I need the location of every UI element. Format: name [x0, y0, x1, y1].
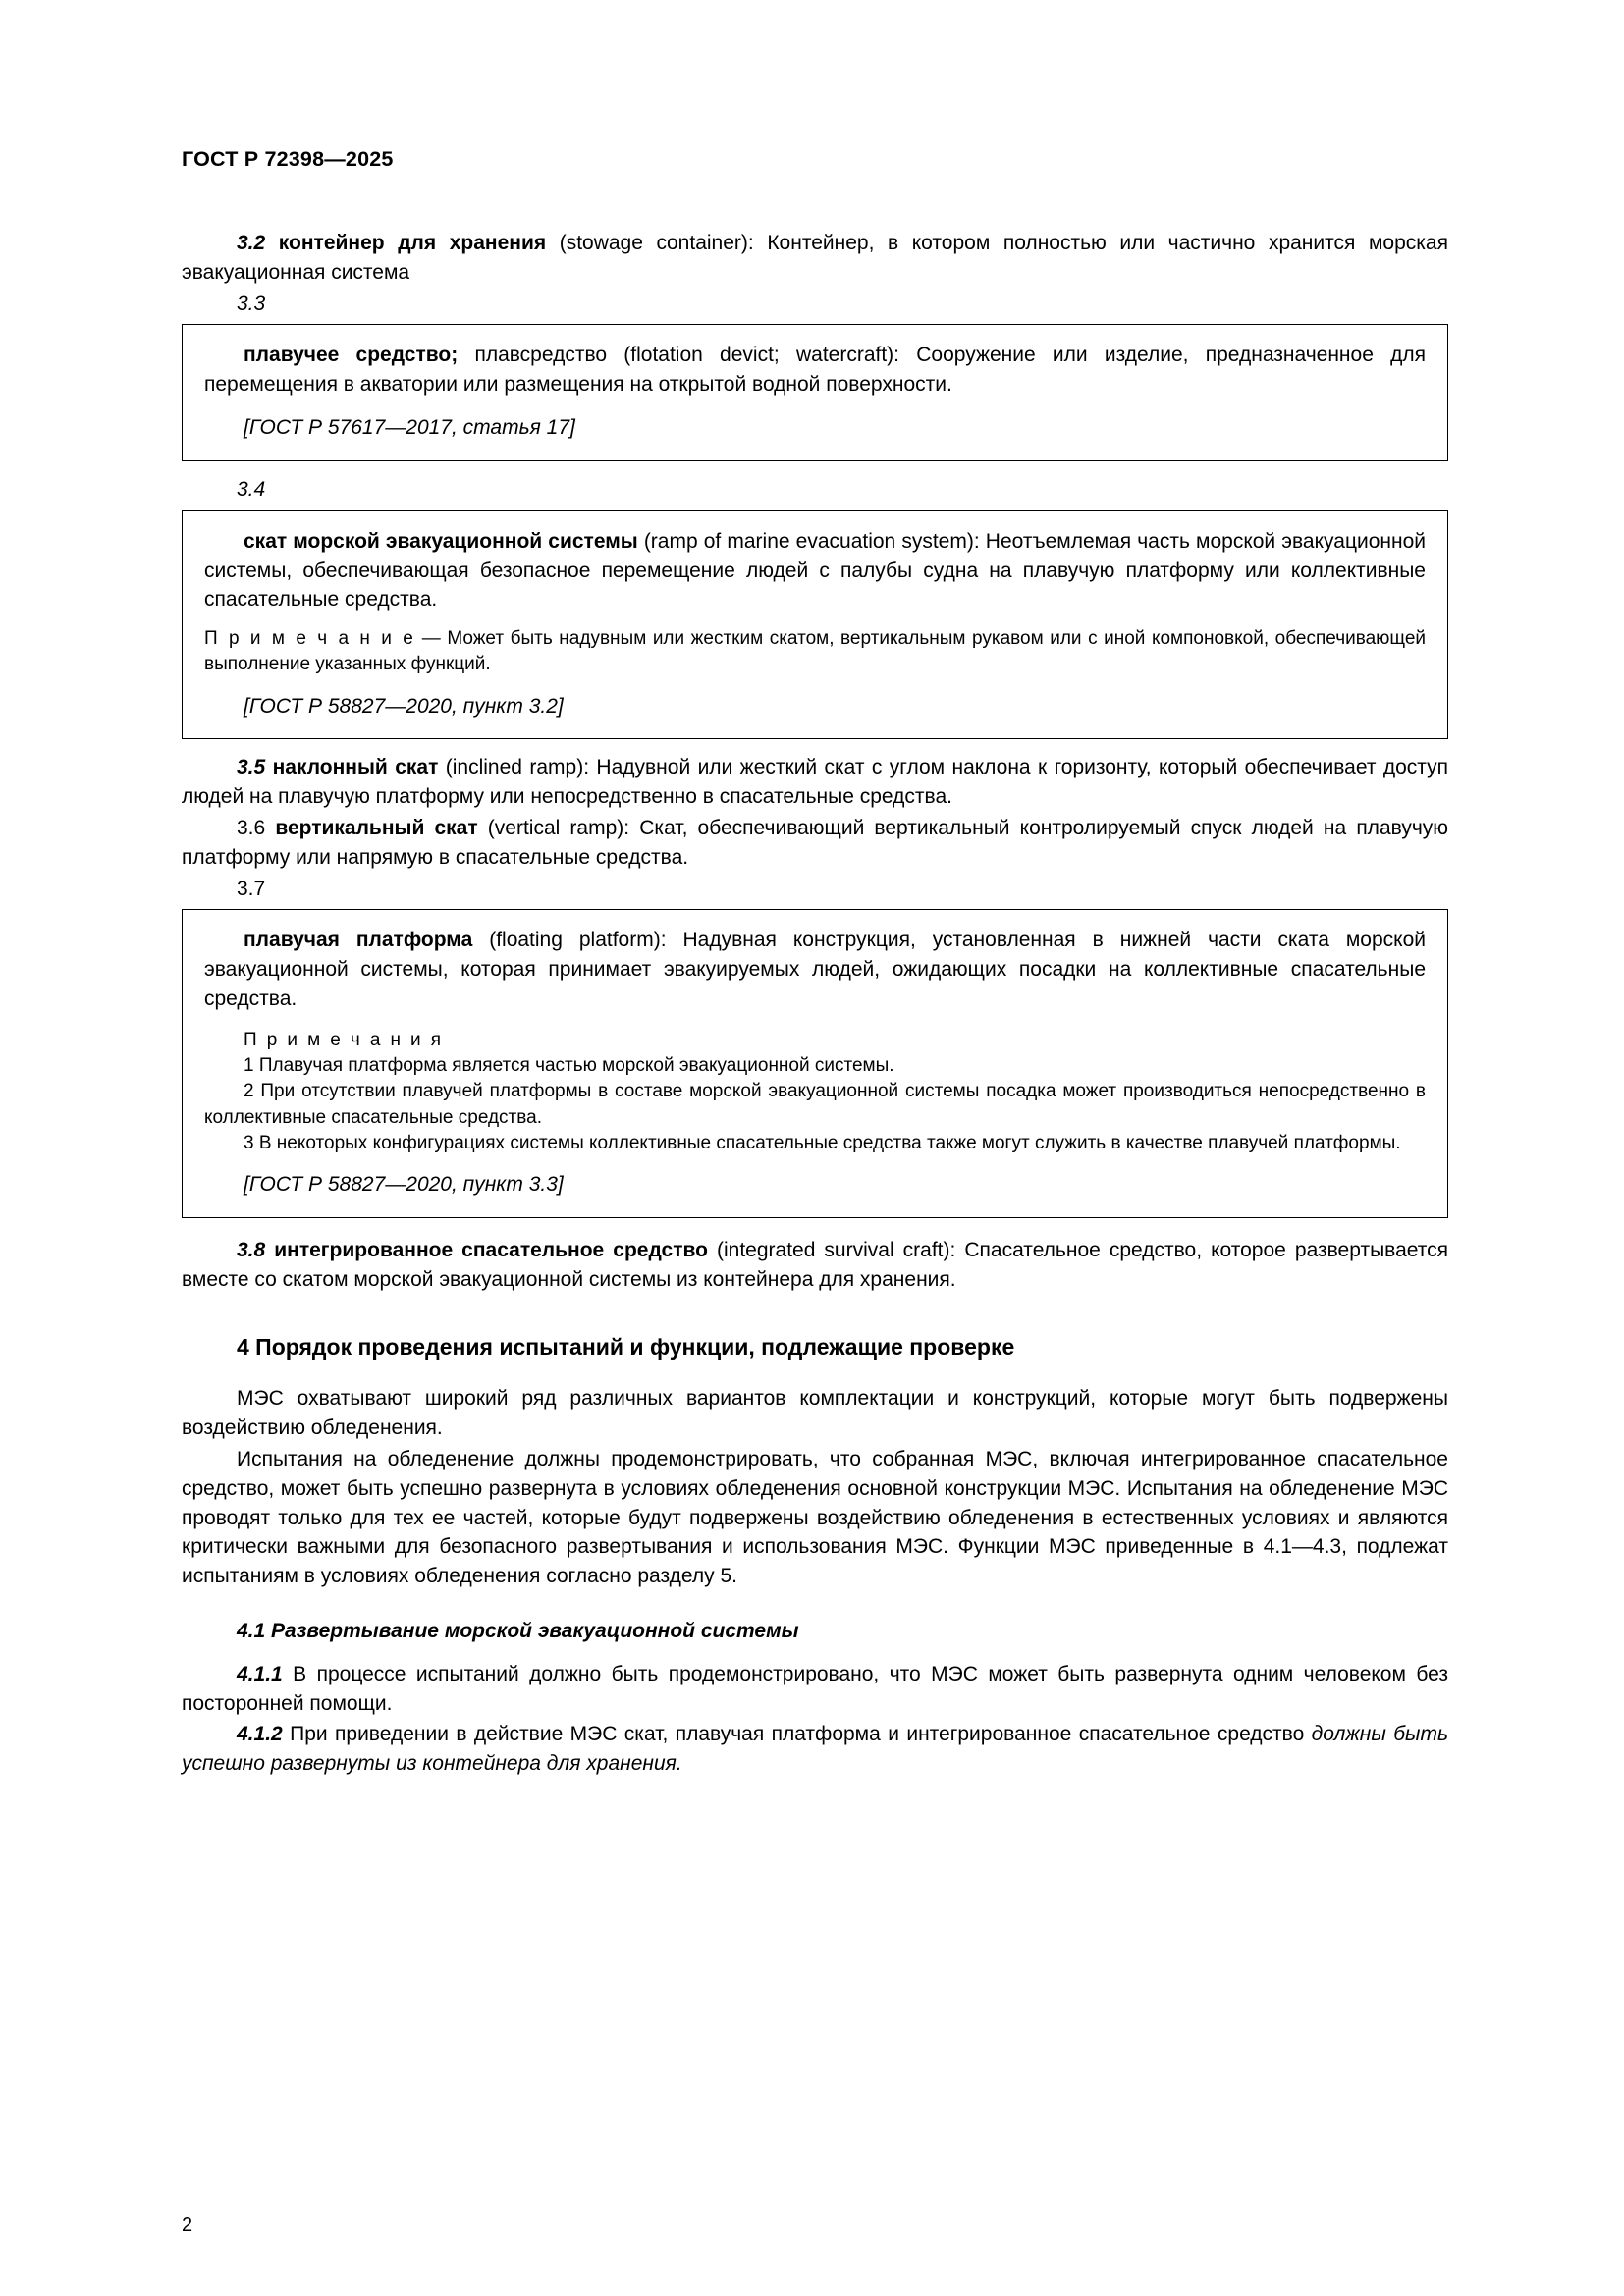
clause-4-1-1 [182, 1660, 1448, 1719]
clause-4-1-2 [182, 1720, 1448, 1779]
note-item-2: 2 При отсутствии плавучей платформы в составе морской эвакуационной системы посадка может производиться непосредственно в коллективные спасательные средства. [204, 1081, 1426, 1128]
notes-label: П р и м е ч а н и я [244, 1029, 444, 1050]
term-number: 3.5 [237, 756, 266, 779]
term-english: (ramp of marine evacuation system): [643, 529, 980, 553]
section-heading-4: 4 Порядок проведения испытаний и функции, подлежащие проверке [237, 1334, 1015, 1361]
term-definition: Спасательное средство, которое развертывается вместе со скатом морской эвакуационной системы из контейнера для хранения. [182, 1238, 1448, 1291]
term-name: контейнер для хранения [278, 232, 547, 254]
term-name: интегрированное спасательное средство [274, 1238, 708, 1261]
note-text: — Может быть надувным или жестким скатом, вертикальным рукавом или с иной компоновкой, обеспечивающей выполнение указанных функций. [204, 628, 1427, 675]
term-number-3-7: 3.7 [237, 877, 266, 900]
term-definition: Контейнер, в котором полностью или частично хранится морская эвакуационная система [182, 232, 1448, 284]
section4-paragraph-1: МЭС охватывают широкий ряд различных вариантов комплектации и конструкций, которые могут быть подвержены воздействию обледенения. [182, 1387, 1448, 1440]
section4-paragraph-2: Испытания на обледенение должны продемонстрировать, что собранная МЭС, включая интегрированное спасательное средство, может быть успешно развернута в условиях обледенения основной конструкции МЭС. Испытания на обледенение МЭС проводят только для тех ее частей, которые будут подвержены воздействию обледенения в естественных условиях и являются критически важными для безопасного развертывания и использования МЭС. Функции МЭС приведенные в 4.1—4.3, подлежат испытаниям в условиях обледенения согласно разделу 5. [182, 1447, 1448, 1588]
term-name: плавучее средство; [244, 344, 459, 367]
term-english: (floating platform): [489, 929, 667, 952]
clause-number: 4.1.1 [237, 1662, 283, 1685]
term-english: (stowage container): [559, 232, 754, 254]
note-item-3: 3 В некоторых конфигурациях системы коллективные спасательные средства также могут служить в качестве плавучей платформы. [244, 1132, 1401, 1153]
term-name: вертикальный скат [275, 817, 478, 839]
term-definition: Надувной или жесткий скат с углом наклона к горизонту, который обеспечивает доступ людей на плавучую платформу или непосредственно в спасательные средства. [182, 756, 1448, 809]
note-label: П р и м е ч а н и е [204, 628, 416, 650]
clause-text: В процессе испытаний должно быть продемонстрировано, что МЭС может быть развернута одним человеком без посторонней помощи. [182, 1662, 1448, 1715]
page-header: ГОСТ Р 72398—2025 [182, 147, 394, 171]
subsection-heading-4-1: 4.1 Развертывание морской эвакуационной системы [237, 1619, 799, 1642]
term-definition: Неотъемлемая часть морской эвакуационной системы, обеспечивающая безопасное перемещение людей с палубы судна на плавучую платформу или коллективные спасательные средства. [204, 529, 1426, 612]
term-source-reference: [ГОСТ Р 58827—2020, пункт 3.3] [244, 1172, 564, 1196]
term-number: 3.6 [237, 817, 266, 839]
term-number: 3.2 [237, 232, 266, 254]
note-item-1: 1 Плавучая платформа является частью морской эвакуационной системы. [244, 1055, 894, 1077]
boxed-term-3-3 [182, 324, 1448, 460]
term-name: скат морской эвакуационной системы [244, 529, 638, 553]
term-english: (integrated survival craft): [717, 1238, 956, 1261]
term-english: (vertical ramp): [487, 817, 630, 839]
clause-number: 4.1.2 [237, 1723, 283, 1746]
term-english: (inclined ramp): [445, 756, 590, 779]
document-body [182, 229, 1448, 1779]
term-note [204, 626, 1426, 677]
clause-text-emphasis: должны быть успешно развернуты из контейнера для хранения. [182, 1723, 1449, 1776]
term-english: плавсредство (flotation devict; watercraft): [474, 344, 899, 367]
term-definition: Надувная конструкция, установленная в нижней части ската морской эвакуационной системы, которая принимает эвакуируемых людей, ожидающих посадки на коллективные спасательные средства. [204, 929, 1426, 1011]
page-number: 2 [182, 2215, 193, 2236]
boxed-term-3-7-text [204, 926, 1426, 1013]
term-source-reference: [ГОСТ Р 57617—2017, статья 17] [244, 416, 575, 440]
term-entry-3-8 [182, 1236, 1448, 1295]
boxed-term-3-4-text [204, 527, 1426, 614]
term-entry-3-6 [182, 814, 1448, 873]
term-entry-3-2 [182, 229, 1448, 288]
boxed-term-3-4 [182, 510, 1448, 740]
boxed-term-3-3-text [204, 341, 1426, 400]
term-source-reference: [ГОСТ Р 58827—2020, пункт 3.2] [244, 694, 564, 718]
term-name: наклонный скат [272, 756, 439, 779]
term-number-3-4: 3.4 [237, 477, 266, 501]
clause-text: При приведении в действие МЭС скат, плавучая платформа и интегрированное спасательное средство [290, 1723, 1312, 1746]
term-entry-3-5 [182, 753, 1448, 812]
term-number-3-3: 3.3 [237, 292, 266, 315]
boxed-term-3-7 [182, 909, 1448, 1217]
term-definition: Скат, обеспечивающий вертикальный контролируемый спуск людей на плавучую платформу или напрямую в спасательные средства. [182, 817, 1449, 869]
term-number: 3.8 [237, 1238, 266, 1261]
term-definition: Сооружение или изделие, предназначенное для перемещения в акватории или размещения на открытой водной поверхности. [204, 344, 1426, 397]
term-name: плавучая платформа [244, 929, 473, 952]
